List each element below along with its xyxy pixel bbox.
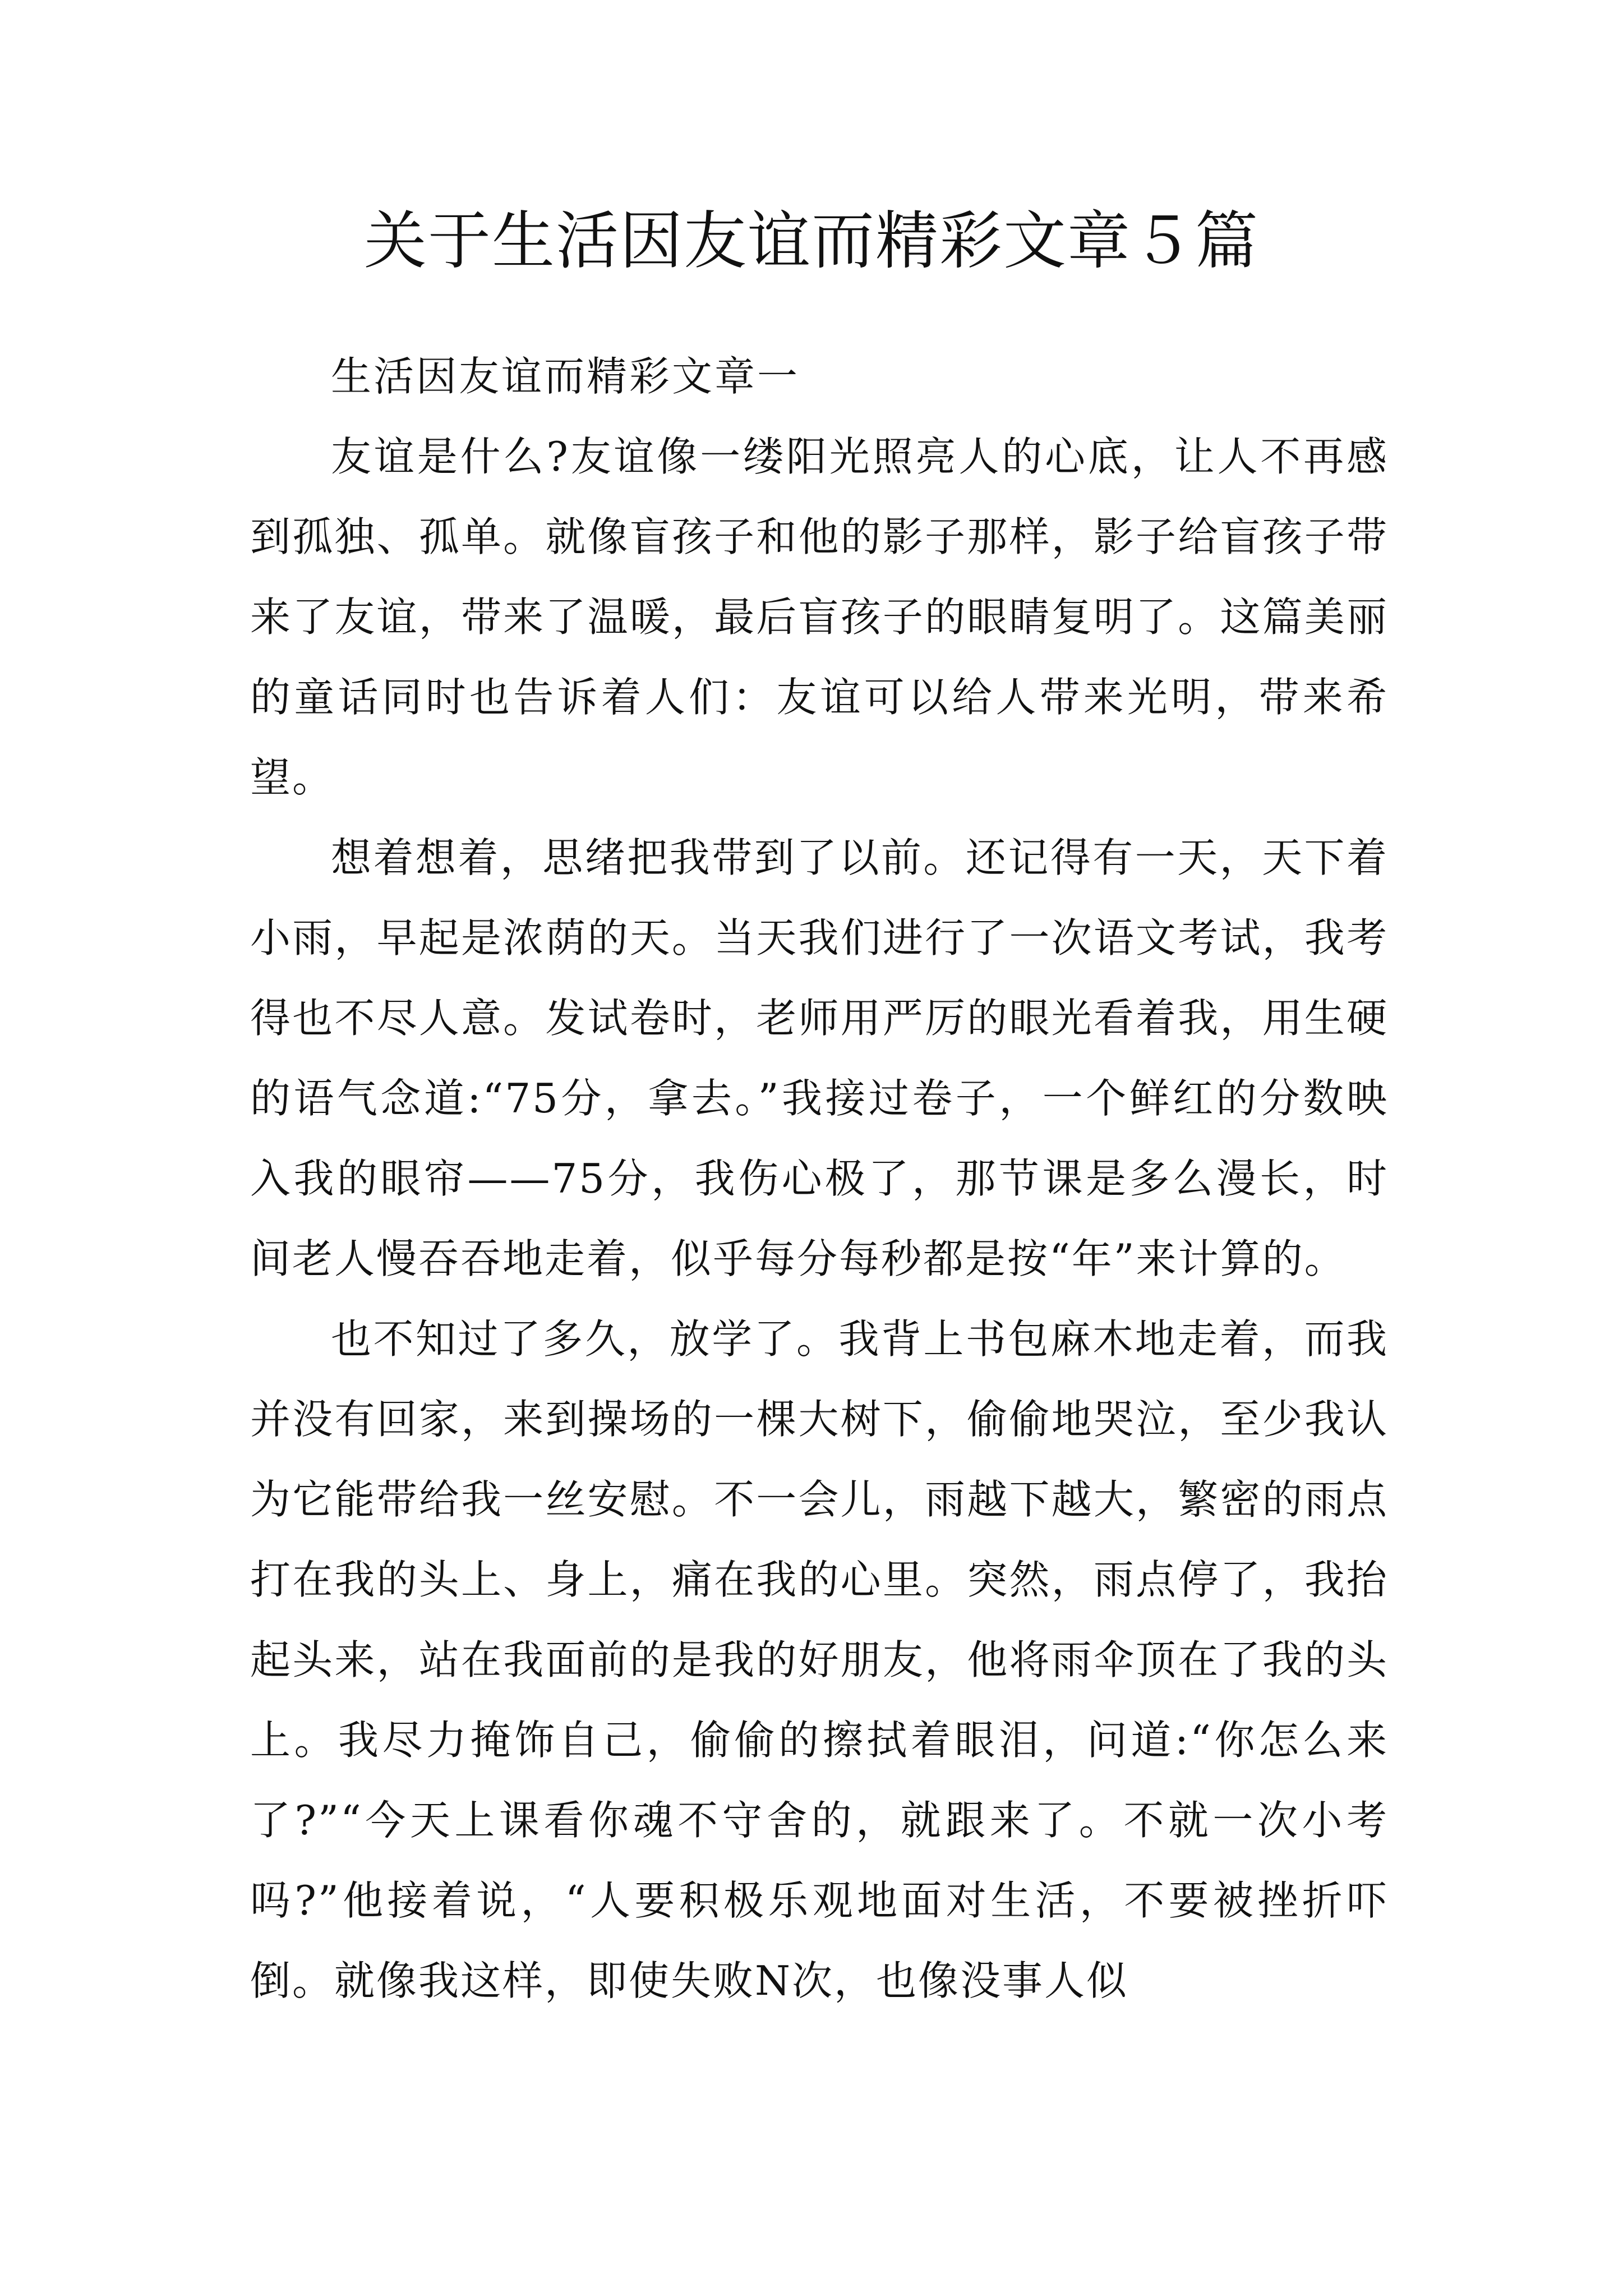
paragraph: 友谊是什么?友谊像一缕阳光照亮人的心底，让人不再感到孤独、孤单。就像盲孩子和他的影子那样，影子给盲孩子带来了友谊，带来了温暖，最后盲孩子的眼睛复明了。这篇美丽的童话同时也告诉着人们：友谊可以给人带来光明，带来希望。 <box>250 433 1389 801</box>
paragraph: 想着想着，思绪把我带到了以前。还记得有一天，天下着小雨，早起是浓荫的天。当天我们进行了一次语文考试，我考得也不尽人意。发试卷时，老师用严厉的眼光看着我，用生硬的语气念道:“75分，拿去。”我接过卷子，一个鲜红的分数映入我的眼帘——75分，我伤心极了，那节课是多么漫长，时间老人慢吞吞地走着，似乎每分每秒都是按“年”来计算的。 <box>250 834 1389 1282</box>
document-title: 关于生活因友谊而精彩文章５篇 <box>364 205 1259 278</box>
document-body <box>250 337 1389 2021</box>
section-heading: 生活因友谊而精彩文章一 <box>331 353 800 400</box>
paragraph: 也不知过了多久，放学了。我背上书包麻木地走着，而我并没有回家，来到操场的一棵大树下，偷偷地哭泣，至少我认为它能带给我一丝安慰。不一会儿，雨越下越大，繁密的雨点打在我的头上、身上，痛在我的心里。突然，雨点停了，我抬起头来，站在我面前的是我的好朋友，他将雨伞顶在了我的头上。我尽力掩饰自己，偷偷的擦拭着眼泪，问道:“你怎么来了?”“今天上课看你魂不守舍的，就跟来了。不就一次小考吗?”他接着说，“人要积极乐观地面对生活，不要被挫折吓倒。就像我这样，即使失败N次，也像没事人似 <box>250 1315 1389 2004</box>
